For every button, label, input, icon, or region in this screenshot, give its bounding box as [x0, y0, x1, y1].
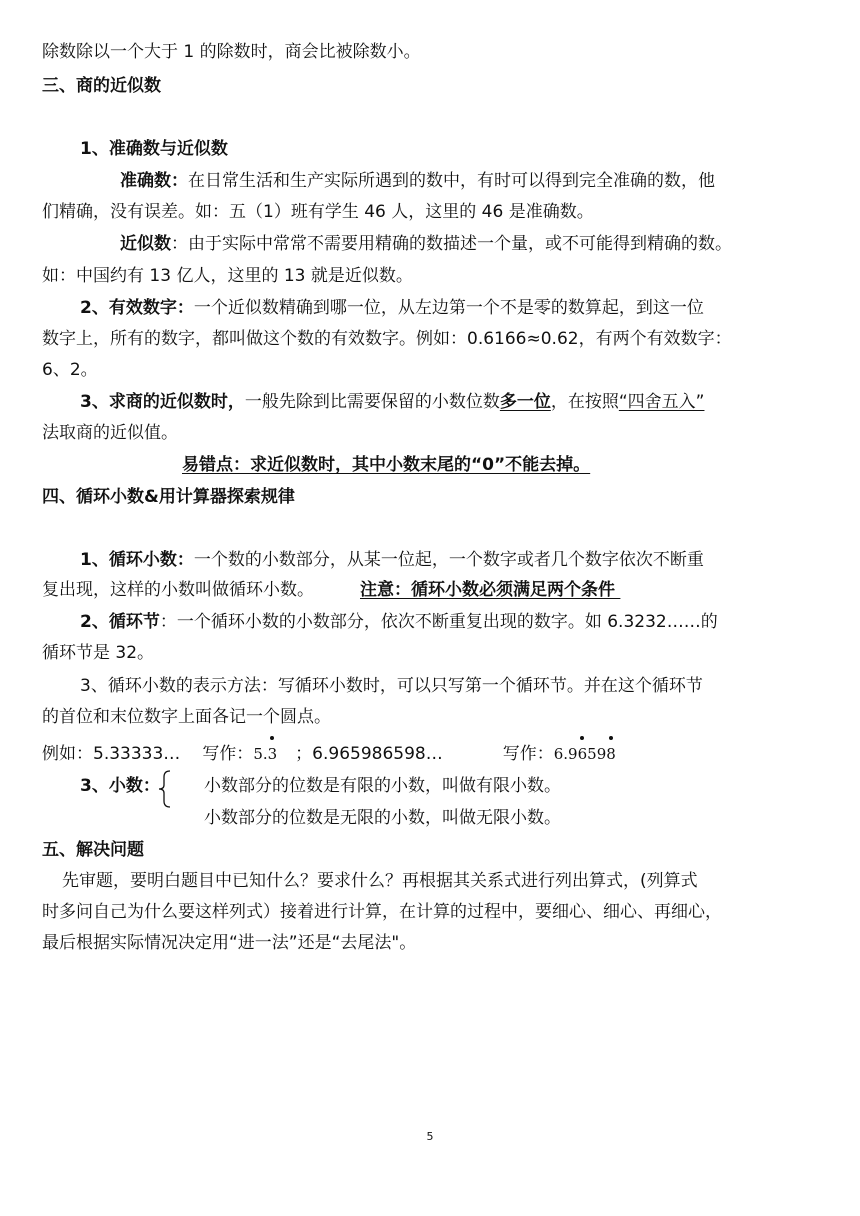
- paragraph-line: [80, 390, 832, 414]
- text: 6、2。: [42, 360, 98, 380]
- paragraph-line: [80, 674, 832, 698]
- emphasis-one-more-digit: 多一位: [499, 392, 551, 412]
- paragraph-line: [42, 578, 832, 602]
- subheading-exact-approx: [80, 137, 860, 161]
- paragraph-line: [42, 641, 832, 665]
- write-label: 写作：: [202, 744, 254, 764]
- error-point-text: 易错点：求近似数时，其中小数末尾的“0”不能去掉。: [182, 455, 591, 475]
- paragraph-line: [80, 548, 832, 572]
- text: 一个近似数精确到哪一位，从左边第一个不是零的数算起，到这一位: [193, 298, 704, 318]
- paragraph-line: [42, 327, 832, 351]
- section-heading-3: [42, 74, 832, 98]
- paragraph-line: [42, 264, 832, 288]
- paragraph-line: [42, 358, 832, 382]
- heading-text: 四、循环小数&用计算器探索规律: [42, 487, 295, 507]
- heading-text: 五、解决问题: [42, 840, 144, 860]
- term-approx-number: 近似数: [120, 234, 171, 254]
- decimal-finite: [204, 774, 824, 798]
- repeating-notation-1: [253, 745, 277, 763]
- term-significant-digits: 2、有效数字：: [80, 298, 194, 318]
- paragraph-line: [42, 900, 832, 924]
- paragraph-line: [80, 610, 832, 634]
- text: 如：中国约有 13 亿人，这里的 13 就是近似数。: [42, 266, 413, 286]
- digits: 5.: [253, 745, 268, 763]
- dotted-digit: 6: [578, 742, 588, 766]
- error-point-note: [182, 453, 782, 477]
- write-label: 写作：: [502, 744, 554, 764]
- paragraph-line: [42, 40, 832, 64]
- paragraph-line: [62, 869, 832, 893]
- brace-icon: [158, 770, 172, 808]
- text: 们精确，没有误差。如：五（1）班有学生 46 人，这里的 46 是准确数。: [42, 202, 594, 222]
- text: 一个数的小数部分，从某一位起，一个数字或者几个数字依次不断重: [193, 550, 704, 570]
- text: 循环节是 32。: [42, 643, 155, 663]
- term-repetend: 2、循环节: [80, 612, 160, 632]
- paragraph-line: [120, 232, 832, 256]
- text: 复出现，这样的小数叫做循环小数。: [42, 580, 314, 600]
- section-heading-4: [42, 485, 832, 509]
- text: 时多问自己为什么要这样列式）接着进行计算，在计算的过程中，要细心、细心、再细心，: [42, 902, 722, 922]
- paragraph-line: [120, 169, 832, 193]
- text: ：由于实际中常常不需要用精确的数描述一个量，或不可能得到精确的数。: [171, 234, 732, 254]
- repeating-notation-2: [554, 745, 616, 763]
- term-exact-number: 准确数：: [120, 171, 188, 191]
- example-label: 例如：5.33333…: [42, 744, 181, 764]
- heading-text: 三、商的近似数: [42, 76, 161, 96]
- dotted-digit: 3: [268, 742, 278, 766]
- note-two-conditions: 注意：循环小数必须满足两个条件: [360, 580, 615, 600]
- paragraph-line: [42, 931, 832, 955]
- text: 数字上，所有的数字，都叫做这个数的有效数字。例如：0.6166≈0.62，有两个有效数字：: [42, 329, 732, 349]
- heading-text: 1、准确数与近似数: [80, 139, 228, 159]
- text: 除数除以一个大于 1 的除数时，商会比被除数小。: [42, 42, 421, 62]
- term-repeating-decimal: 1、循环小数：: [80, 550, 194, 570]
- text: 先审题，要明白题目中已知什么？要求什么？再根据其关系式进行列出算式，(列算式: [62, 871, 698, 891]
- paragraph-line: [42, 705, 832, 729]
- text: 法取商的近似值。: [42, 423, 178, 443]
- text: 小数部分的位数是无限的小数，叫做无限小数。: [204, 808, 561, 828]
- paragraph-line: [42, 421, 832, 445]
- decimal-infinite: [204, 806, 824, 830]
- example-2: ；6.965986598…: [295, 744, 443, 764]
- section-heading-5: [42, 838, 832, 862]
- paragraph-line: [80, 296, 832, 320]
- text: ，在按照: [550, 392, 619, 412]
- dotted-digit: 8: [606, 742, 616, 766]
- text: 最后根据实际情况决定用“进一法”还是“去尾法"。: [42, 933, 417, 953]
- text: 在日常生活和生产实际所遇到的数中，有时可以得到完全准确的数，他: [188, 171, 715, 191]
- text: 小数部分的位数是有限的小数，叫做有限小数。: [204, 776, 561, 796]
- text: ：一个循环小数的小数部分，依次不断重复出现的数字。如 6.3232……的: [159, 612, 718, 632]
- text: 3、循环小数的表示方法：写循环小数时，可以只写第一个循环节。并在这个循环节: [80, 676, 703, 696]
- digits: 6.9: [553, 745, 578, 763]
- page-number: 5: [426, 1130, 434, 1143]
- digits: 59: [587, 745, 607, 763]
- term-text: 3、小数：: [80, 776, 160, 796]
- text: 一般先除到比需要保留的小数位数: [244, 392, 500, 412]
- emphasis-rounding-rule: “四舍五入”: [618, 392, 705, 412]
- term-quotient-approx: 3、求商的近似数时，: [80, 392, 245, 412]
- text: 的首位和末位数字上面各记一个圆点。: [42, 707, 331, 727]
- term-decimal: [80, 774, 200, 798]
- example-line: [42, 742, 832, 766]
- paragraph-line: [42, 200, 832, 224]
